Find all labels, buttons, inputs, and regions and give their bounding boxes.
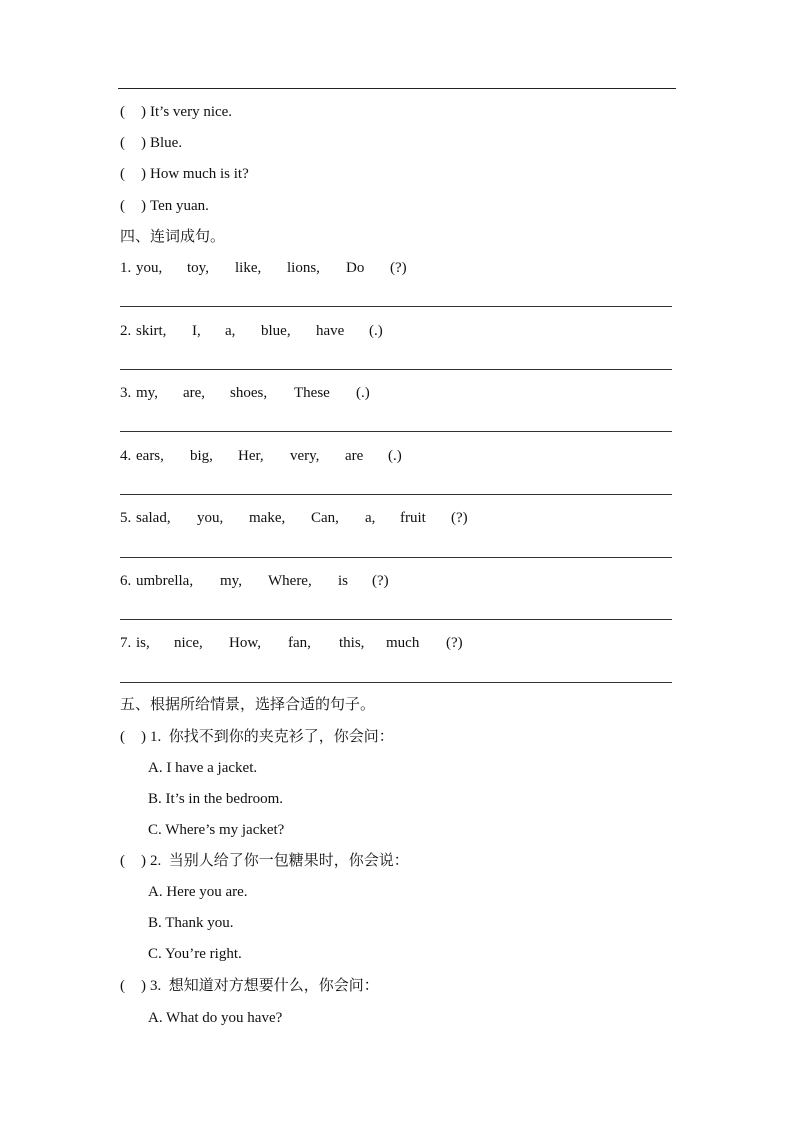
answer-line[interactable] bbox=[120, 682, 672, 683]
word-token: Can, bbox=[311, 510, 339, 526]
word-token: very, bbox=[290, 448, 320, 464]
word-token: skirt, bbox=[136, 323, 167, 339]
word-token: fan, bbox=[288, 635, 311, 651]
word-token: a, bbox=[365, 510, 376, 526]
answer-option: A. Here you are. bbox=[148, 884, 248, 900]
question-number: 2. bbox=[120, 323, 132, 339]
answer-option: A. I have a jacket. bbox=[148, 760, 258, 776]
answer-option: C. Where’s my jacket? bbox=[148, 822, 285, 838]
question-number: 6. bbox=[120, 573, 132, 589]
question-prompt: 当别人给了你一包糖果时，你会说： bbox=[168, 853, 409, 869]
word-token: (.) bbox=[388, 448, 402, 464]
answer-blank[interactable]: ( bbox=[120, 104, 125, 120]
word-token: How, bbox=[229, 635, 261, 651]
word-token: Where, bbox=[268, 573, 312, 589]
word-token: are bbox=[345, 448, 364, 464]
question-prompt: 想知道对方想要什么，你会问： bbox=[168, 978, 379, 994]
word-token: big, bbox=[190, 448, 213, 464]
question-number: 5. bbox=[120, 510, 132, 526]
question-number: 7. bbox=[120, 635, 132, 651]
match-text: Blue. bbox=[150, 135, 183, 151]
answer-line[interactable] bbox=[120, 306, 672, 307]
match-text: Ten yuan. bbox=[150, 198, 209, 214]
match-text: It’s very nice. bbox=[150, 104, 233, 120]
word-token: is bbox=[338, 573, 349, 589]
word-token: much bbox=[386, 635, 420, 651]
situation-question: ( ) 3. 想知道对方想要什么，你会问： bbox=[120, 978, 379, 994]
word-token: have bbox=[316, 323, 345, 339]
word-token: toy, bbox=[187, 260, 209, 276]
match-item: ( ) It’s very nice. bbox=[120, 104, 233, 120]
answer-blank[interactable]: ( bbox=[120, 198, 125, 214]
question-prompt: 你找不到你的夹克衫了，你会问： bbox=[168, 729, 394, 745]
question-number: 1. bbox=[150, 729, 162, 745]
answer-line[interactable] bbox=[120, 619, 672, 620]
word-token: my, bbox=[220, 573, 242, 589]
match-item: ( ) How much is it? bbox=[120, 166, 249, 182]
section-heading: 四、连词成句。 bbox=[120, 229, 226, 245]
question-number: 3. bbox=[120, 385, 132, 401]
answer-option: C. You’re right. bbox=[148, 946, 242, 962]
question-number: 4. bbox=[120, 448, 132, 464]
word-token: (?) bbox=[446, 635, 463, 651]
answer-blank[interactable]: ( bbox=[120, 166, 125, 182]
answer-option: A. What do you have? bbox=[148, 1010, 283, 1026]
answer-blank[interactable]: ( bbox=[120, 978, 125, 994]
word-token: like, bbox=[235, 260, 262, 276]
answer-option: B. Thank you. bbox=[148, 915, 234, 931]
question-number: 3. bbox=[150, 978, 162, 994]
word-token: (?) bbox=[390, 260, 407, 276]
word-token: I, bbox=[192, 323, 201, 339]
answer-blank[interactable]: ( bbox=[120, 853, 125, 869]
word-token: you, bbox=[197, 510, 224, 526]
word-token: fruit bbox=[400, 510, 426, 526]
header-rule bbox=[118, 88, 676, 89]
word-token: you, bbox=[136, 260, 163, 276]
word-token: (?) bbox=[451, 510, 468, 526]
question-number: 2. bbox=[150, 853, 162, 869]
word-token: make, bbox=[249, 510, 286, 526]
word-token: shoes, bbox=[230, 385, 268, 401]
word-token: Her, bbox=[238, 448, 264, 464]
word-token: These bbox=[294, 385, 330, 401]
word-token: are, bbox=[183, 385, 206, 401]
answer-line[interactable] bbox=[120, 494, 672, 495]
situation-question: ( ) 1. 你找不到你的夹克衫了，你会问： bbox=[120, 729, 394, 745]
word-token: ears, bbox=[136, 448, 164, 464]
word-token: Do bbox=[346, 260, 365, 276]
question-number: 1. bbox=[120, 260, 132, 276]
section-heading: 五、根据所给情景，选择合适的句子。 bbox=[120, 697, 376, 713]
word-token: a, bbox=[225, 323, 236, 339]
answer-blank[interactable]: ( bbox=[120, 729, 125, 745]
answer-line[interactable] bbox=[120, 557, 672, 558]
word-token: nice, bbox=[174, 635, 203, 651]
match-text: How much is it? bbox=[150, 166, 249, 182]
word-token: (.) bbox=[356, 385, 370, 401]
word-token: this, bbox=[339, 635, 365, 651]
word-token: (.) bbox=[369, 323, 383, 339]
word-token: my, bbox=[136, 385, 158, 401]
word-token: blue, bbox=[261, 323, 291, 339]
word-token: umbrella, bbox=[136, 573, 194, 589]
word-token: lions, bbox=[287, 260, 320, 276]
answer-line[interactable] bbox=[120, 369, 672, 370]
word-token: salad, bbox=[136, 510, 171, 526]
word-token: (?) bbox=[372, 573, 389, 589]
answer-line[interactable] bbox=[120, 431, 672, 432]
match-item: ( ) Ten yuan. bbox=[120, 198, 209, 214]
word-token: is, bbox=[136, 635, 150, 651]
match-item: ( ) Blue. bbox=[120, 135, 183, 151]
answer-blank[interactable]: ( bbox=[120, 135, 125, 151]
answer-option: B. It’s in the bedroom. bbox=[148, 791, 283, 807]
situation-question: ( ) 2. 当别人给了你一包糖果时，你会说： bbox=[120, 853, 409, 869]
